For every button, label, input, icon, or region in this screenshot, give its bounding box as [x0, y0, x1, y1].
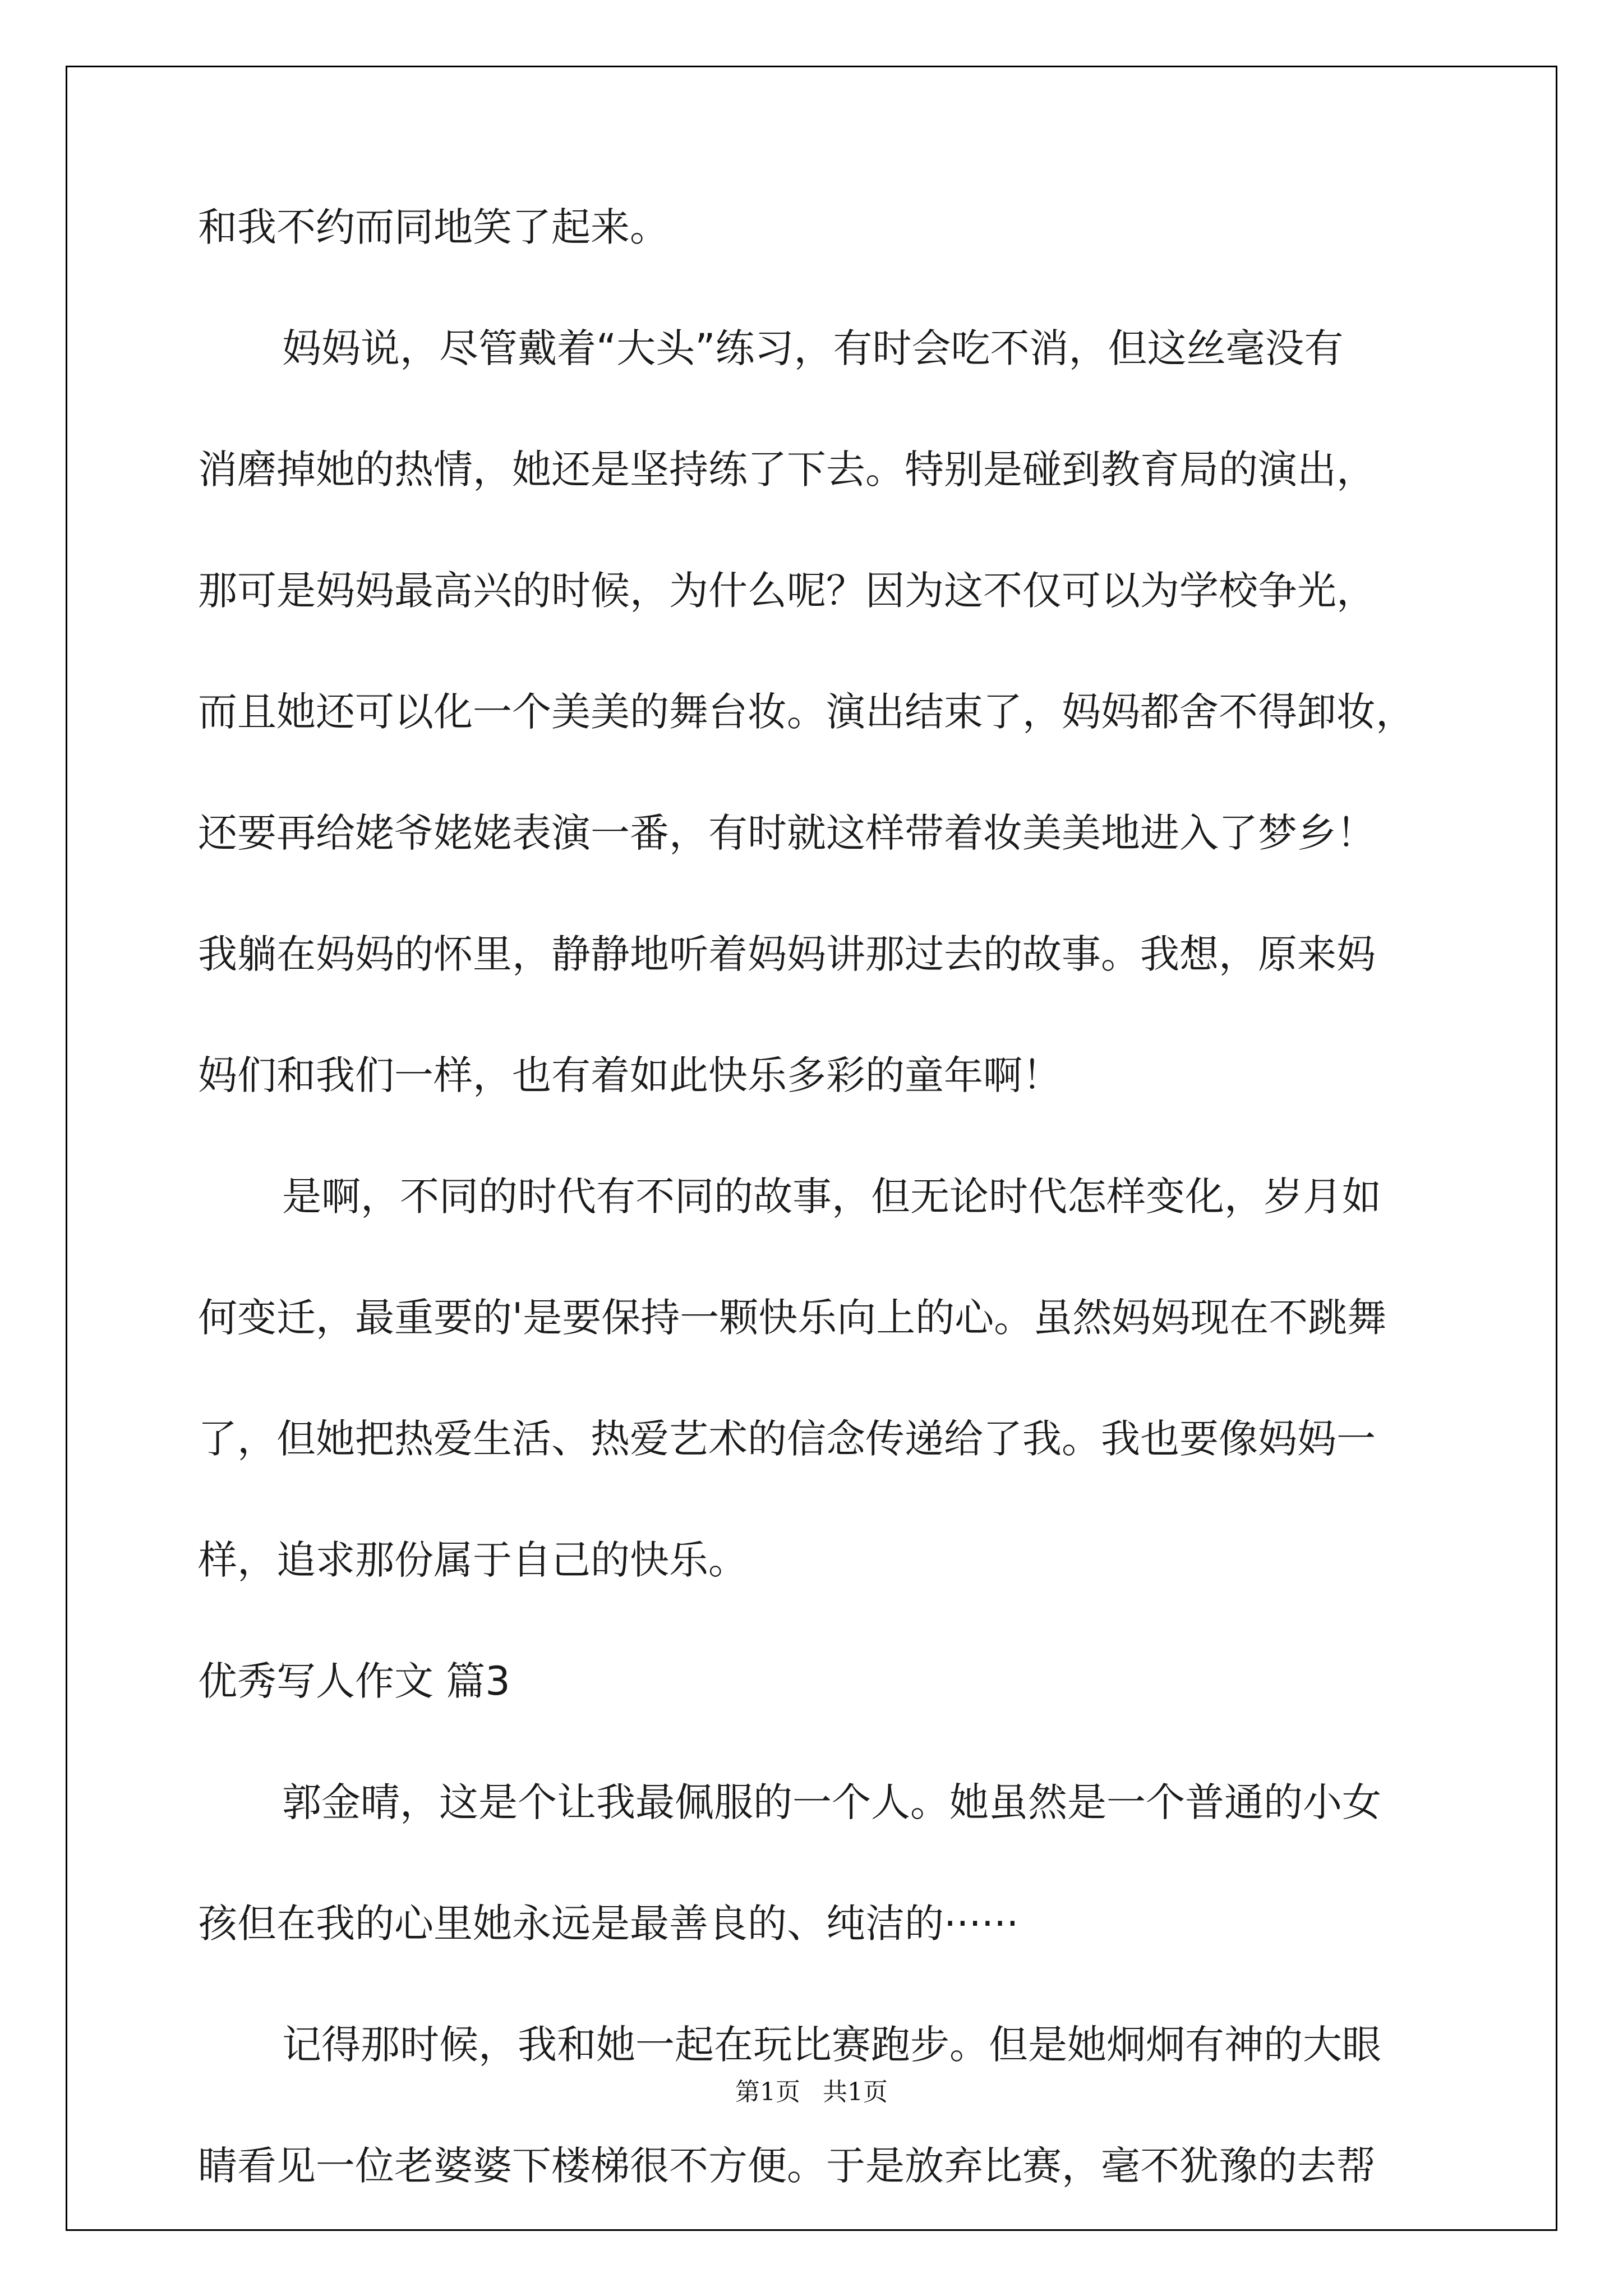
- text-line: 了，但她把热爱生活、热爱艺术的信念传递给了我。我也要像妈妈一: [198, 1416, 1376, 1462]
- text-line: 睛看见一位老婆婆下楼梯很不方便。于是放弃比赛，毫不犹豫的去帮: [198, 2143, 1376, 2189]
- text-line: 消磨掉她的热情，她还是坚持练了下去。特别是碰到教育局的演出，: [198, 447, 1376, 493]
- text-line: 样，追求那份属于自己的快乐。: [198, 1537, 748, 1583]
- text-line: 那可是妈妈最高兴的时候，为什么呢？因为这不仅可以为学校争光，: [198, 568, 1376, 614]
- paragraph-start-line: 记得那时候，我和她一起在玩比赛跑步。但是她炯炯有神的大眼: [282, 2022, 1381, 2068]
- section-heading: 优秀写人作文 篇3: [198, 1658, 510, 1704]
- text-line: 何变迁，最重要的'是要保持一颗快乐向上的心。虽然妈妈现在不跳舞: [198, 1295, 1387, 1341]
- paragraph-start-line: 郭金晴，这是个让我最佩服的一个人。她虽然是一个普通的小女: [282, 1779, 1381, 1825]
- paragraph-start-line: 妈妈说，尽管戴着“大头”练习，有时会吃不消，但这丝毫没有: [282, 325, 1344, 371]
- page-number: 第1页: [735, 2078, 800, 2106]
- text-line: 孩但在我的心里她永远是最善良的、纯洁的······: [198, 1901, 1019, 1947]
- page-footer: [0, 2076, 1623, 2109]
- text-line: 我躺在妈妈的怀里，静静地听着妈妈讲那过去的故事。我想，原来妈: [198, 931, 1376, 977]
- document-body: [198, 196, 1477, 2256]
- text-line: 和我不约而同地笑了起来。: [198, 204, 669, 250]
- paragraph-start-line: 是啊，不同的时代有不同的故事，但无论时代怎样变化，岁月如: [282, 1174, 1381, 1220]
- text-line: 而且她还可以化一个美美的舞台妆。演出结束了，妈妈都舍不得卸妆，: [198, 689, 1415, 735]
- text-line: 妈们和我们一样，也有着如此快乐多彩的童年啊！: [198, 1052, 1062, 1098]
- text-line: 还要再给姥爷姥姥表演一番，有时就这样带着妆美美地进入了梦乡！: [198, 810, 1376, 856]
- page-total: 共1页: [823, 2078, 888, 2106]
